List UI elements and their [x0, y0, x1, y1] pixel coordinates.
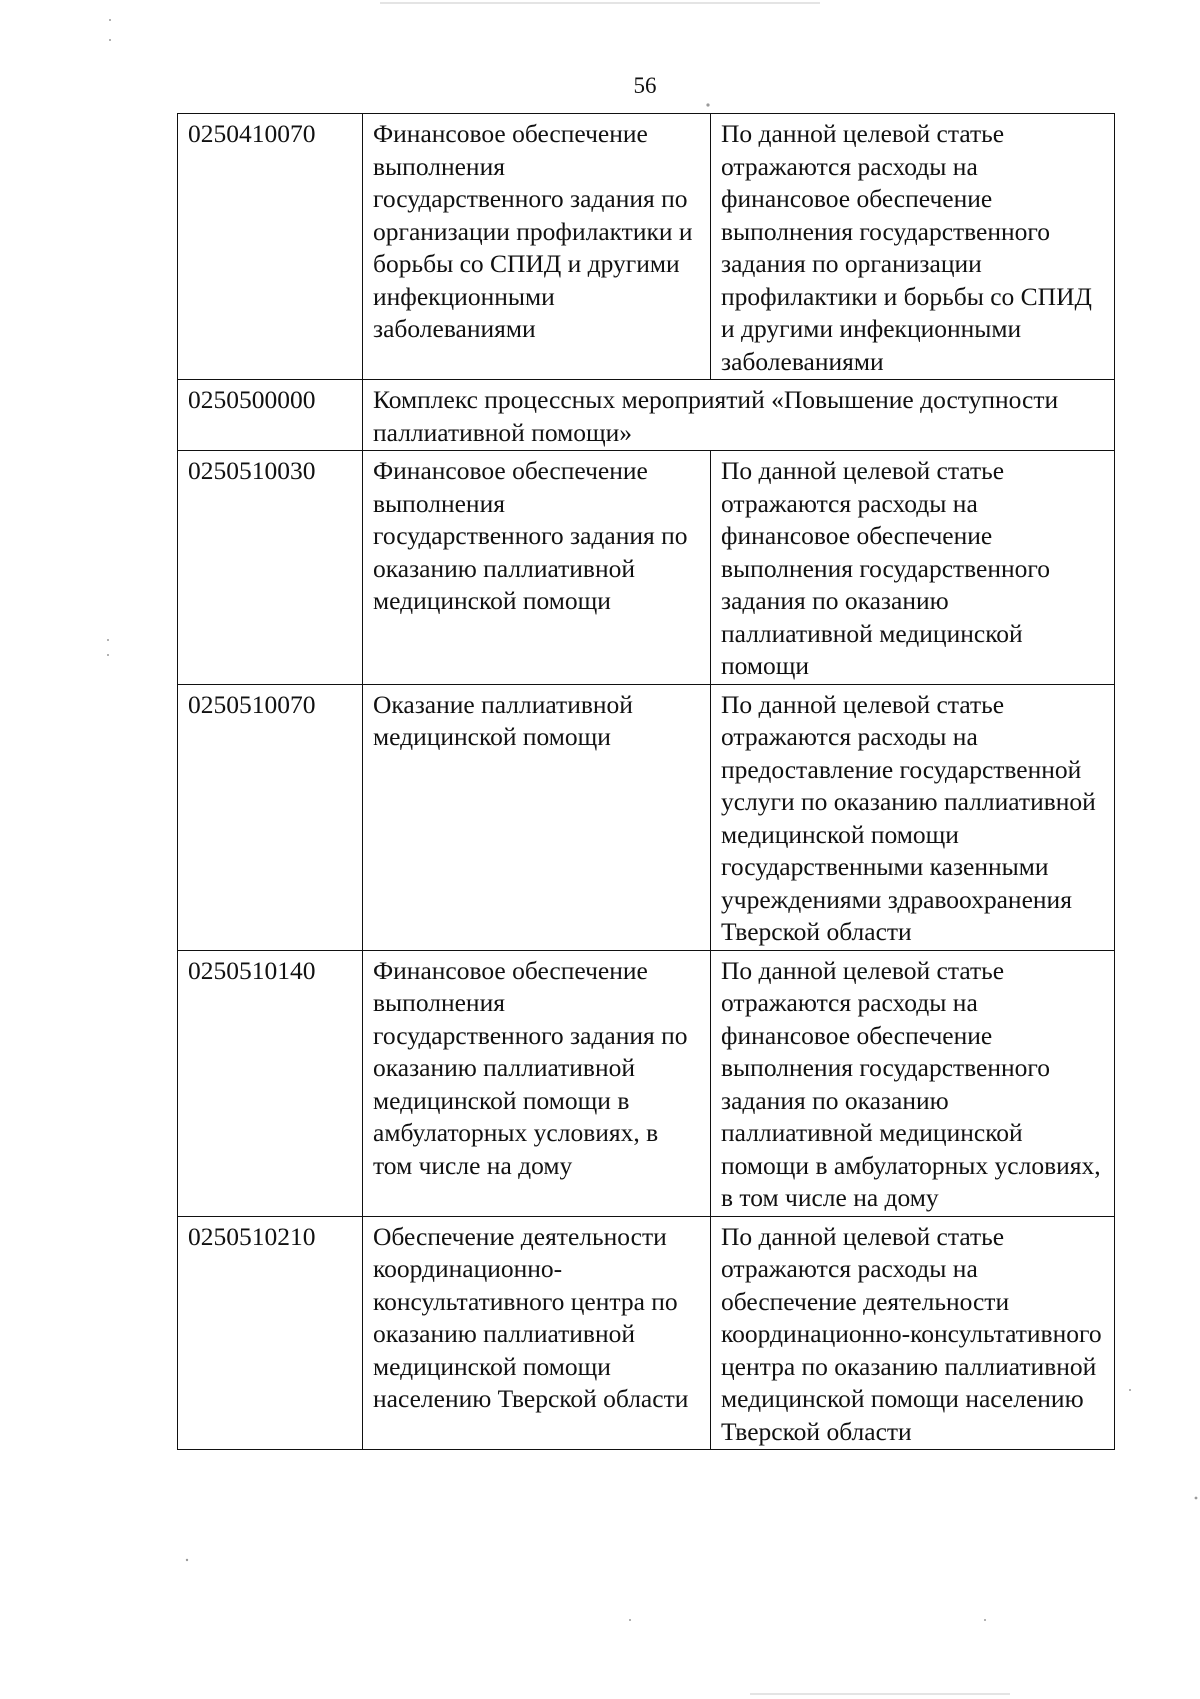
table-row — [178, 114, 1115, 380]
description-cell: По данной целевой статье отражаются расходы на финансовое обеспечение выполнения государственного задания по оказанию паллиативной медицинской помощи — [711, 451, 1115, 685]
description-cell: По данной целевой статье отражаются расходы на финансовое обеспечение выполнения государственного задания по организации профилактики и борьбы со СПИД и другими инфекционными заболеваниями — [711, 114, 1115, 380]
budget-classification-table — [177, 113, 1115, 1450]
table-row — [178, 451, 1115, 685]
name-cell: Обеспечение деятельности координационно-консультативного центра по оказанию паллиативной медицинской помощи населению Тверской области — [363, 1216, 711, 1450]
description-cell: По данной целевой статье отражаются расходы на предоставление государственной услуги по оказанию паллиативной медицинской помощи государственными казенными учреждениями здравоохранения Тверской области — [711, 684, 1115, 950]
name-cell: Комплекс процессных мероприятий «Повышение доступности паллиативной помощи» — [363, 380, 1115, 451]
code-cell: 0250510070 — [178, 684, 363, 950]
name-cell: Финансовое обеспечение выполнения государственного задания по оказанию паллиативной медицинской помощи — [363, 451, 711, 685]
name-cell: Финансовое обеспечение выполнения государственного задания по организации профилактики и борьбы со СПИД и другими инфекционными заболеваниями — [363, 114, 711, 380]
table-row — [178, 684, 1115, 950]
description-cell: По данной целевой статье отражаются расходы на обеспечение деятельности координационно-консультативного центра по оказанию паллиативной медицинской помощи населению Тверской области — [711, 1216, 1115, 1450]
name-cell: Оказание паллиативной медицинской помощи — [363, 684, 711, 950]
name-cell: Финансовое обеспечение выполнения государственного задания по оказанию паллиативной медицинской помощи в амбулаторных условиях, в том числе на дому — [363, 950, 711, 1216]
table-row — [178, 380, 1115, 451]
code-cell: 0250510030 — [178, 451, 363, 685]
code-cell: 0250500000 — [178, 380, 363, 451]
page-number: 56 — [633, 73, 657, 98]
code-cell: 0250410070 — [178, 114, 363, 380]
description-cell: По данной целевой статье отражаются расходы на финансовое обеспечение выполнения государственного задания по оказанию паллиативной медицинской помощи в амбулаторных условиях, в том числе на дому — [711, 950, 1115, 1216]
table-row — [178, 1216, 1115, 1450]
code-cell: 0250510210 — [178, 1216, 363, 1450]
code-cell: 0250510140 — [178, 950, 363, 1216]
table-row — [178, 950, 1115, 1216]
